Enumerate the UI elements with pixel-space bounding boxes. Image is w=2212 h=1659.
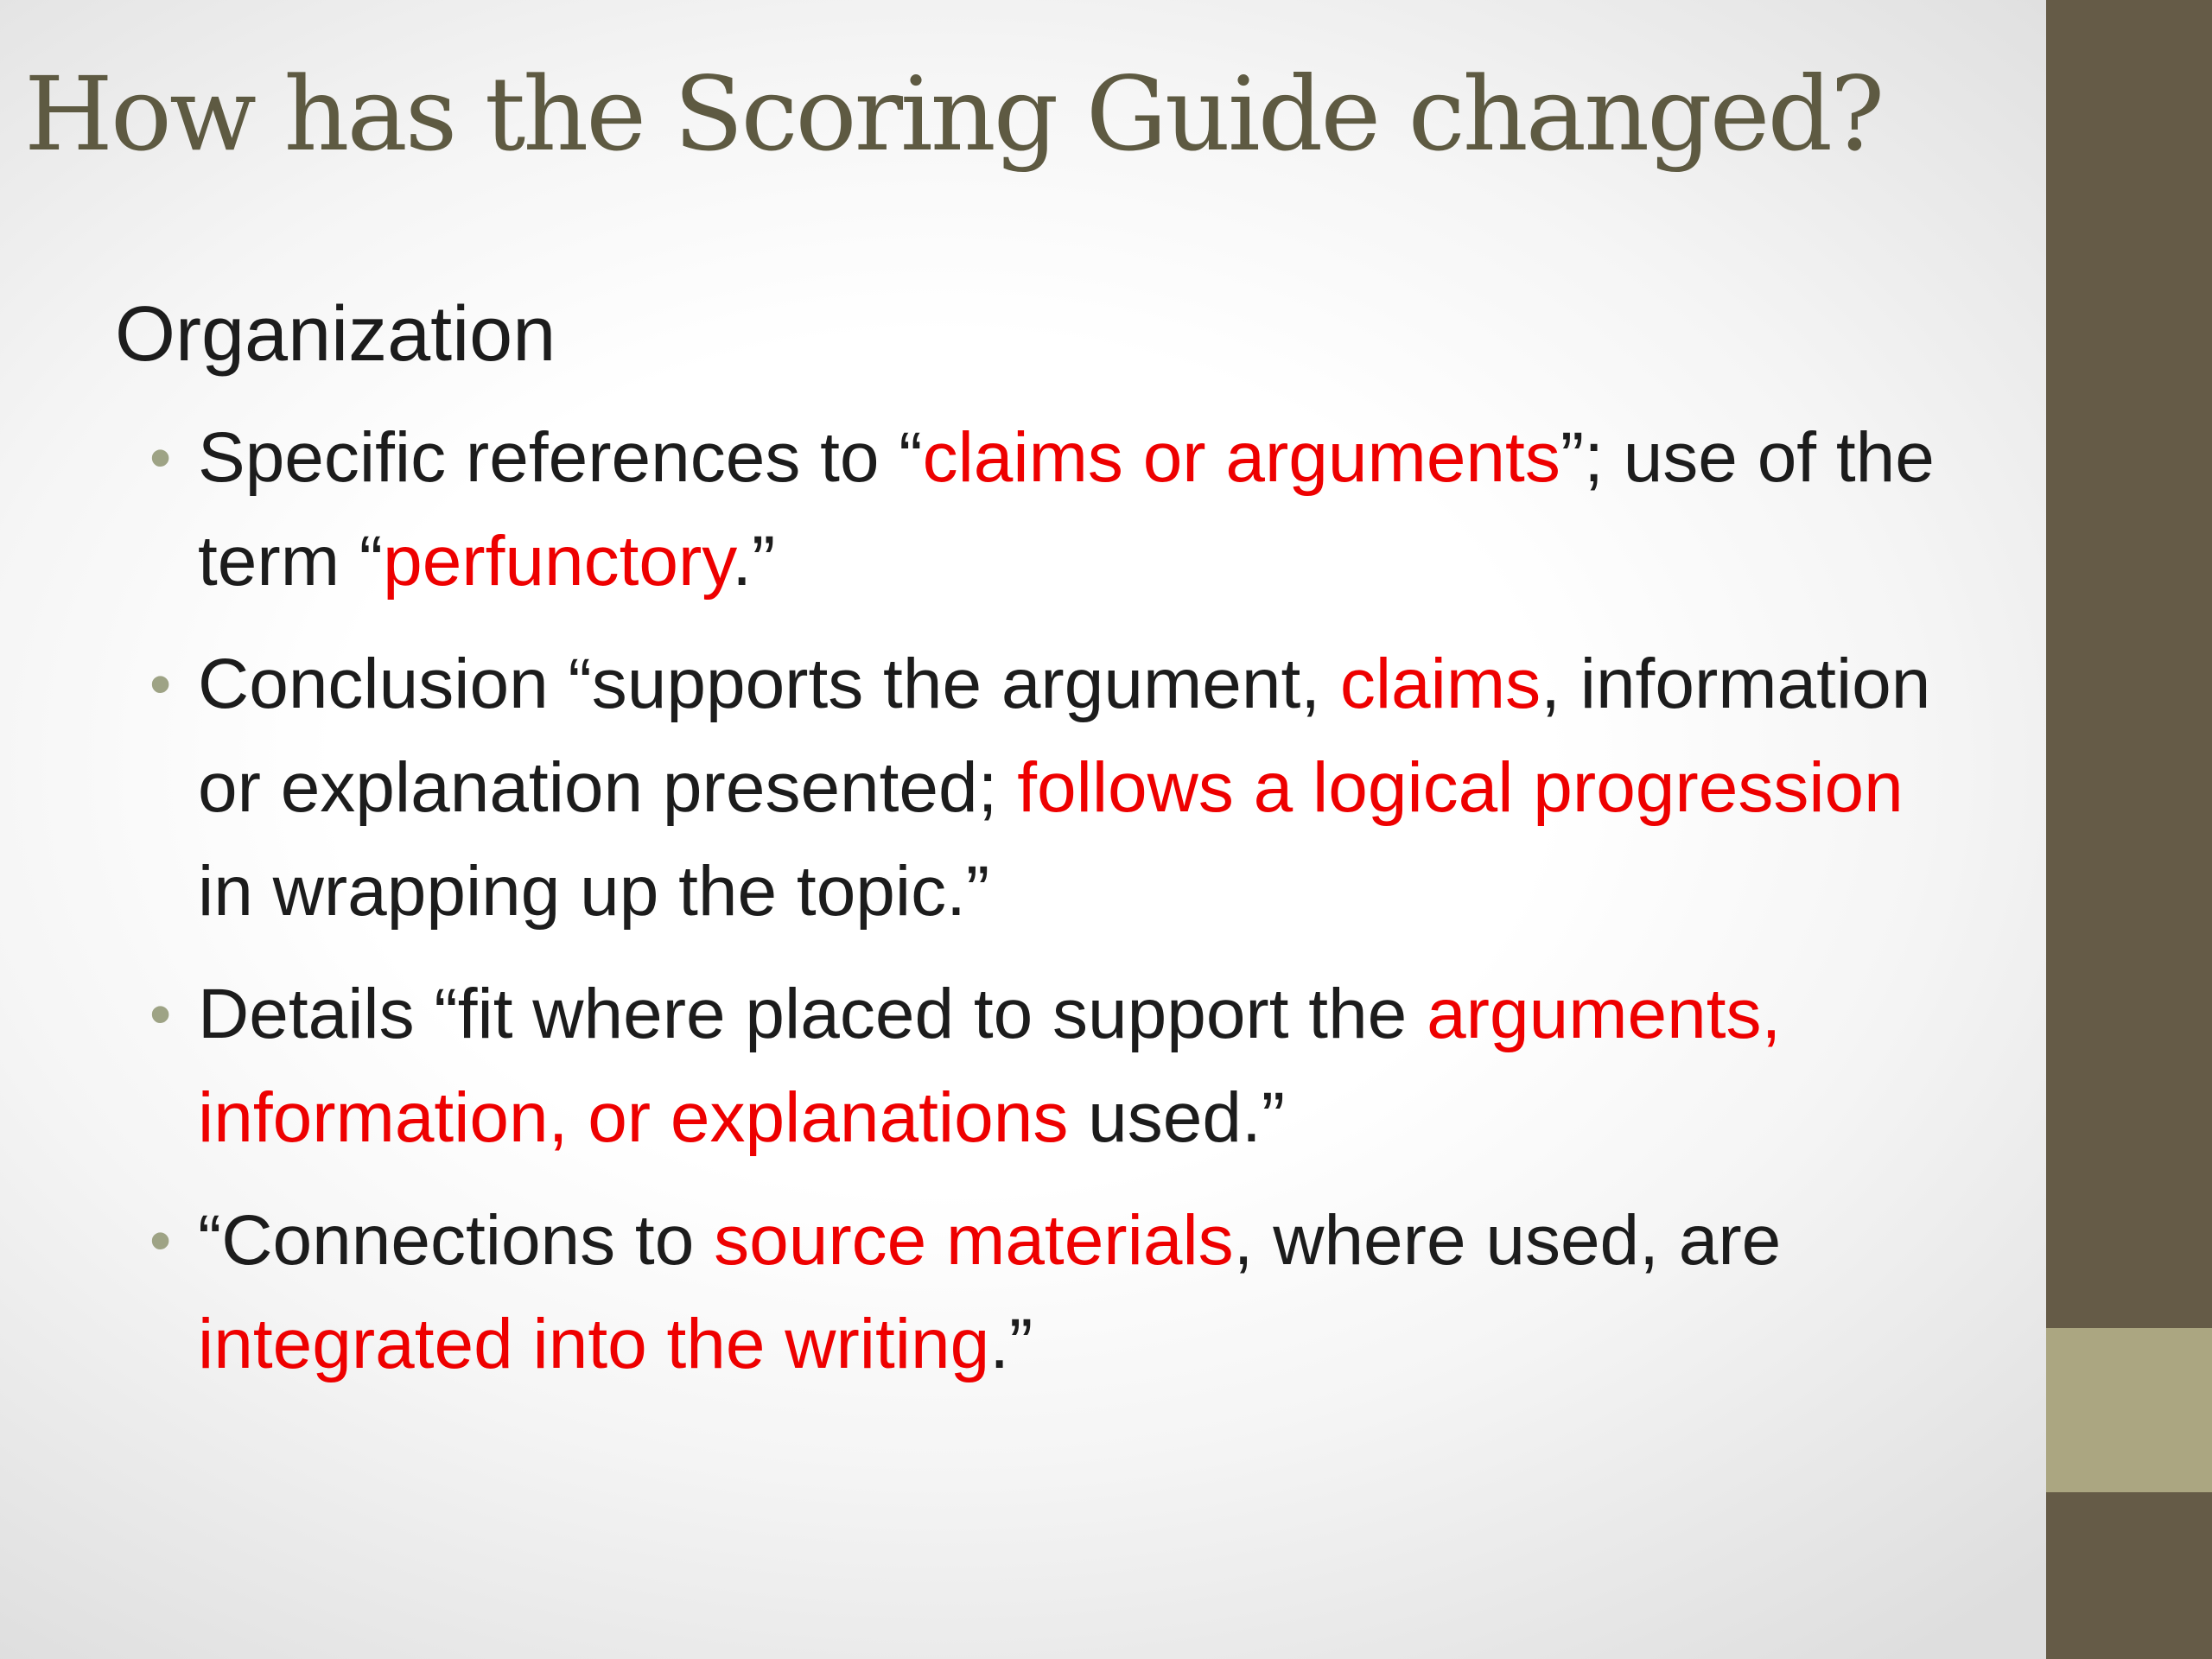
bullet-text	[198, 418, 1935, 601]
bullet-text	[198, 975, 1781, 1157]
bullet-item	[115, 963, 1955, 1170]
bullet-segment: “Connections to	[198, 1201, 715, 1280]
side-decor-accent	[2046, 1328, 2212, 1492]
bullet-text	[198, 1201, 1781, 1383]
bullet-dot-icon: •	[149, 980, 172, 1049]
bullet-segment: ”; use of the term “	[198, 418, 1935, 601]
highlight-term: claims or arguments	[922, 418, 1560, 497]
side-decor-bar	[2046, 0, 2212, 1659]
bullet-text	[198, 645, 1930, 931]
bullet-segment: .”	[989, 1305, 1033, 1383]
bullet-segment: , where used, are	[1233, 1201, 1782, 1280]
bullet-dot-icon: •	[149, 1206, 172, 1275]
bullet-segment: .”	[732, 522, 776, 601]
highlight-term: perfunctory	[383, 522, 733, 601]
highlight-term: follows a logical progression	[1017, 748, 1904, 827]
bullet-segment: Specific references to “	[198, 418, 923, 497]
bullet-segment: in wrapping up the topic.”	[198, 852, 990, 931]
bullet-item	[115, 632, 1955, 944]
bullet-list	[115, 406, 1955, 1396]
slide-title: How has the Scoring Guide changed?	[24, 54, 1883, 174]
slide-subheading: Organization	[115, 291, 556, 378]
highlight-term: source materials	[714, 1201, 1234, 1280]
bullet-item	[115, 1189, 1955, 1396]
bullet-dot-icon: •	[149, 650, 172, 719]
highlight-term: arguments, information, or explanations	[198, 975, 1782, 1157]
bullet-segment: Conclusion “supports the argument,	[198, 645, 1340, 723]
bullet-segment: Details “fit where placed to support the	[198, 975, 1427, 1053]
highlight-term: claims	[1339, 645, 1541, 723]
bullet-segment: used.”	[1068, 1078, 1286, 1157]
slide-content	[115, 278, 1955, 1415]
highlight-term: integrated into the writing	[198, 1305, 990, 1383]
bullet-segment: , information or explanation presented;	[198, 645, 1931, 827]
bullet-item	[115, 406, 1955, 613]
bullet-dot-icon: •	[149, 423, 172, 493]
